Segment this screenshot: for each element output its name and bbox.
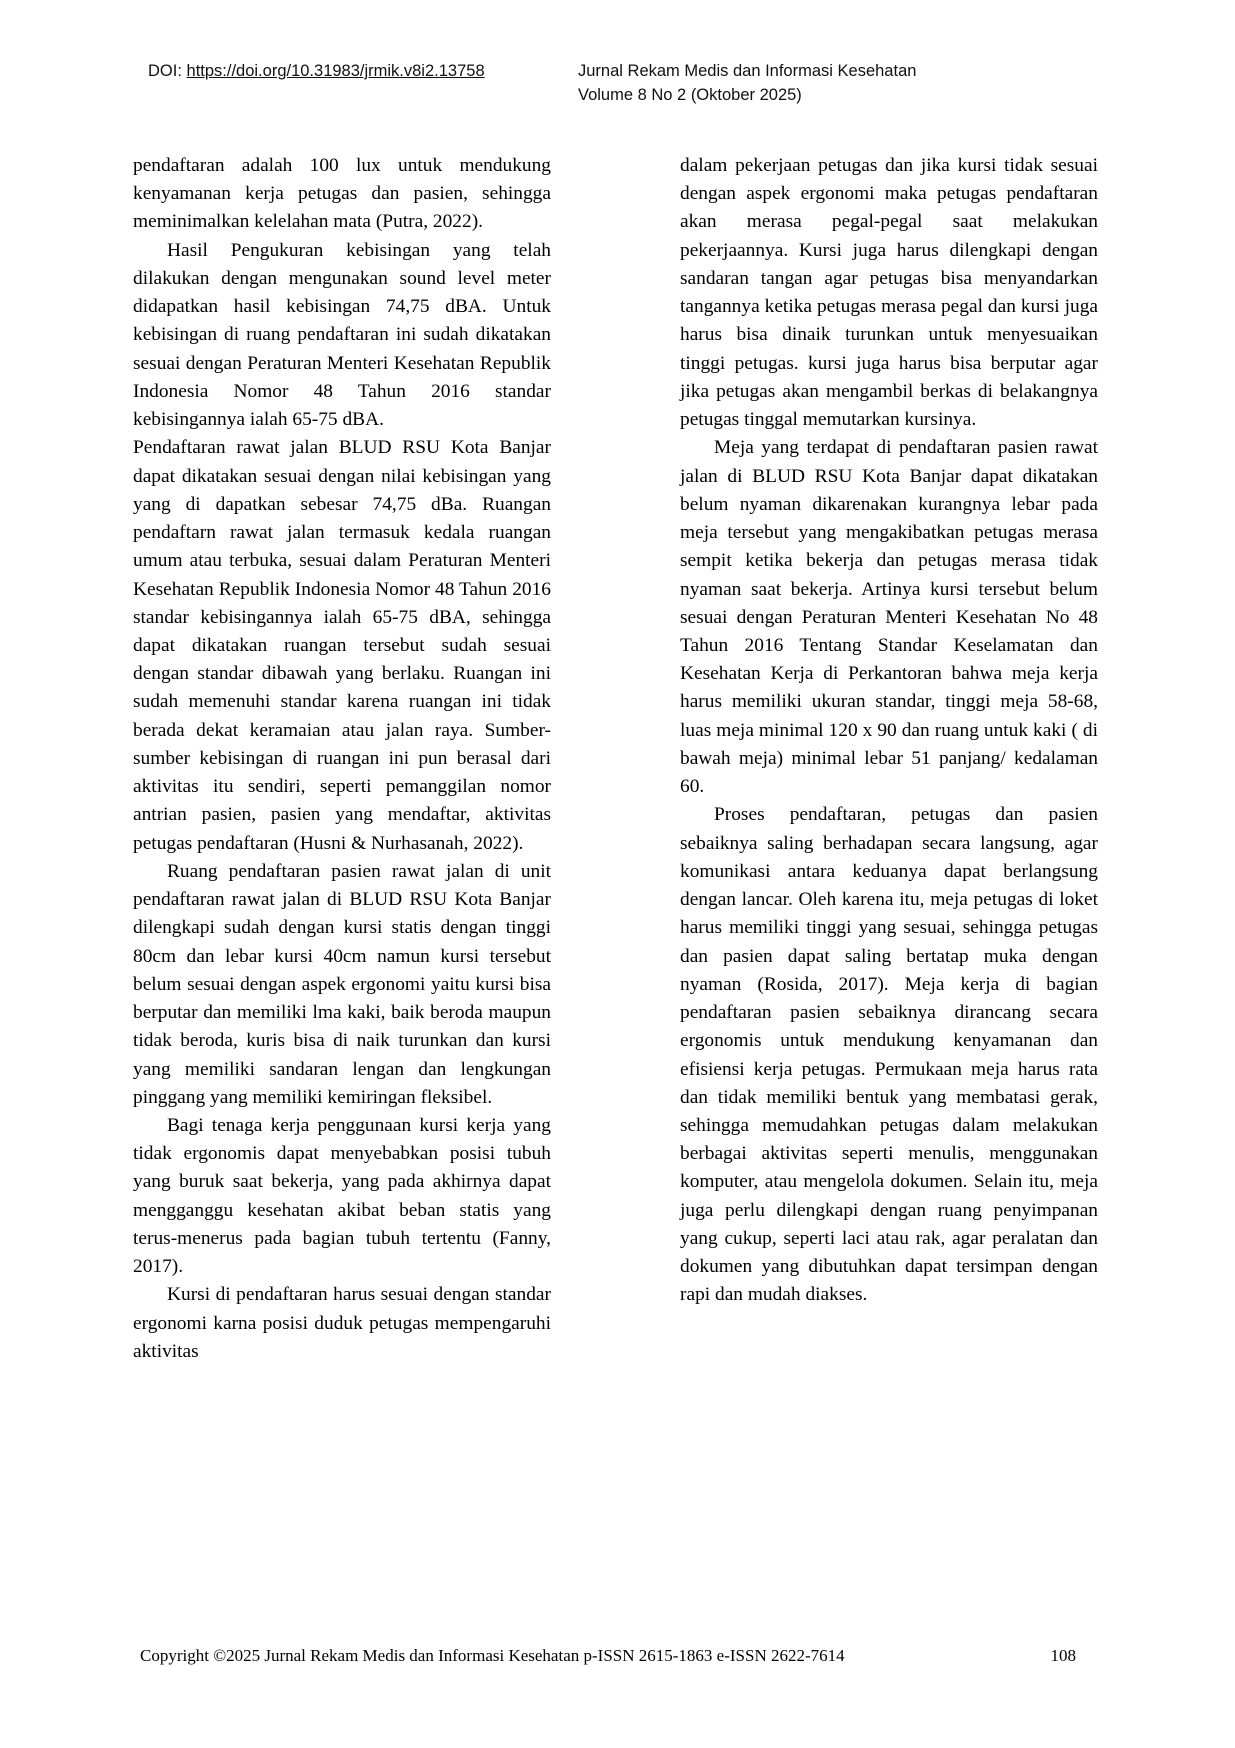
page-number: 108 <box>1050 1646 1076 1665</box>
doi-link[interactable]: https://doi.org/10.31983/jrmik.v8i2.13758 <box>186 62 485 80</box>
doi-line <box>148 60 578 82</box>
paragraph: Bagi tenaga kerja penggunaan kursi kerja yang tidak ergonomis dapat menyebabkan posisi tubuh yang buruk saat bekerja, yang pada akhirnya dapat mengganggu kesehatan akibat beban statis yang terus-menerus pada bagian tubuh tertentu (Fanny, 2017). <box>133 1114 551 1278</box>
paragraph: Hasil Pengukuran kebisingan yang telah dilakukan dengan mengunakan sound level meter didapatkan hasil kebisingan 74,75 dBA. Untuk kebisingan di ruang pendaftaran ini sudah dikatakan sesuai dengan Peraturan Menteri Kesehatan Republik Indonesia Nomor 48 Tahun 2016 standar kebisingannya ialah 65-75 dBA. <box>133 239 551 431</box>
paragraph: dalam pekerjaan petugas dan jika kursi tidak sesuai dengan aspek ergonomi maka petugas pendaftaran akan merasa pegal-pegal saat melakukan pekerjaannya. Kursi juga harus dilengkapi dengan sandaran tangan agar petugas bisa menyandarkan tangannya ketika petugas merasa pegal dan kursi juga harus bisa dinaik turunkan untuk menyesuaikan tinggi petugas. kursi juga harus bisa berputar agar jika petugas akan mengambil berkas di belakangnya petugas tinggal memutarkan kursinya. <box>680 155 1098 431</box>
paragraph: Pendaftaran rawat jalan BLUD RSU Kota Banjar dapat dikatakan sesuai dengan nilai kebisingan yang yang di dapatkan sebesar 74,75 dBa. Ruangan pendaftarn rawat jalan termasuk kedala ruangan umum atau terbuka, sesuai dalam Peraturan Menteri Kesehatan Republik Indonesia Nomor 48 Tahun 2016 standar kebisingannya ialah 65-75 dBA, sehingga dapat dikatakan ruangan tersebut sudah sesuai dengan standar dibawah yang berlaku. Ruangan ini sudah memenuhi standar karena ruangan ini tidak berada dekat keramaian atau jalan raya. Sumber-sumber kebisingan di ruangan ini pun berasal dari aktivitas itu sendiri, seperti pemanggilan nomor antrian pasien, pasien yang mendaftar, aktivitas petugas pendaftaran (Husni & Nurhasanah, 2022). <box>133 437 551 854</box>
footer-copyright: Copyright ©2025 Jurnal Rekam Medis dan Informasi Kesehatan p-ISSN 2615-1863 e-ISSN 2622-7614 <box>140 1646 845 1665</box>
paragraph: Kursi di pendaftaran harus sesuai dengan standar ergonomi karna posisi duduk petugas mempengaruhi aktivitas <box>133 1284 551 1362</box>
journal-name: Jurnal Rekam Medis dan Informasi Kesehatan <box>578 62 917 80</box>
paragraph: Proses pendaftaran, petugas dan pasien sebaiknya saling berhadapan secara langsung, agar komunikasi antara keduanya dapat berlangsung dengan lancar. Oleh karena itu, meja petugas di loket harus memiliki tinggi yang sesuai, sehingga petugas dan pasien dapat saling bertatap muka dengan nyaman (Rosida, 2017). Meja kerja di bagian pendaftaran pasien sebaiknya dirancang secara ergonomis untuk mendukung kenyamanan dan efisiensi kerja petugas. Permukaan meja harus rata dan tidak memiliki bentuk yang membatasi gerak, sehingga memudahkan petugas dalam melakukan berbagai aktivitas seperti menulis, menggunakan komputer, atau mengelola dokumen. Selain itu, meja juga perlu dilengkapi dengan ruang penyimpanan yang cukup, seperti laci atau rak, agar peralatan dan dokumen yang dibutuhkan dapat tersimpan dengan rapi dan mudah diakses. <box>680 804 1098 1306</box>
journal-volume: Volume 8 No 2 (Oktober 2025) <box>578 85 802 104</box>
body-columns <box>133 152 1098 1366</box>
journal-info <box>578 60 916 108</box>
page-footer <box>140 1646 1098 1666</box>
page-header <box>148 60 1088 108</box>
left-column <box>133 152 551 1366</box>
right-column <box>680 152 1098 1366</box>
paragraph: pendaftaran adalah 100 lux untuk mendukung kenyamanan kerja petugas dan pasien, sehingga meminimalkan kelelahan mata (Putra, 2022). <box>133 155 551 233</box>
paragraph: Meja yang terdapat di pendaftaran pasien rawat jalan di BLUD RSU Kota Banjar dapat dikatakan belum nyaman dikarenakan kurangnya lebar pada meja tersebut yang mengakibatkan petugas merasa sempit ketika bekerja dan petugas merasa tidak nyaman saat bekerja. Artinya kursi tersebut belum sesuai dengan Peraturan Menteri Kesehatan No 48 Tahun 2016 Tentang Standar Keselamatan dan Kesehatan Kerja di Perkantoran bahwa meja kerja harus memiliki ukuran standar, tinggi meja 58-68, luas meja minimal 120 x 90 dan ruang untuk kaki ( di bawah meja) minimal lebar 51 panjang/ kedalaman 60. <box>680 437 1098 798</box>
doi-label: DOI: <box>148 62 187 80</box>
paragraph: Ruang pendaftaran pasien rawat jalan di unit pendaftaran rawat jalan di BLUD RSU Kota Banjar dilengkapi sudah dengan kursi statis dengan tinggi 80cm dan lebar kursi 40cm namun kursi tersebut belum sesuai dengan aspek ergonomi yaitu kursi bisa berputar dan memiliki lma kaki, baik beroda maupun tidak beroda, kuris bisa di naik turunkan dan kursi yang memiliki sandaran lengan dan lengkungan pinggang yang memiliki kemiringan fleksibel. <box>133 860 551 1108</box>
